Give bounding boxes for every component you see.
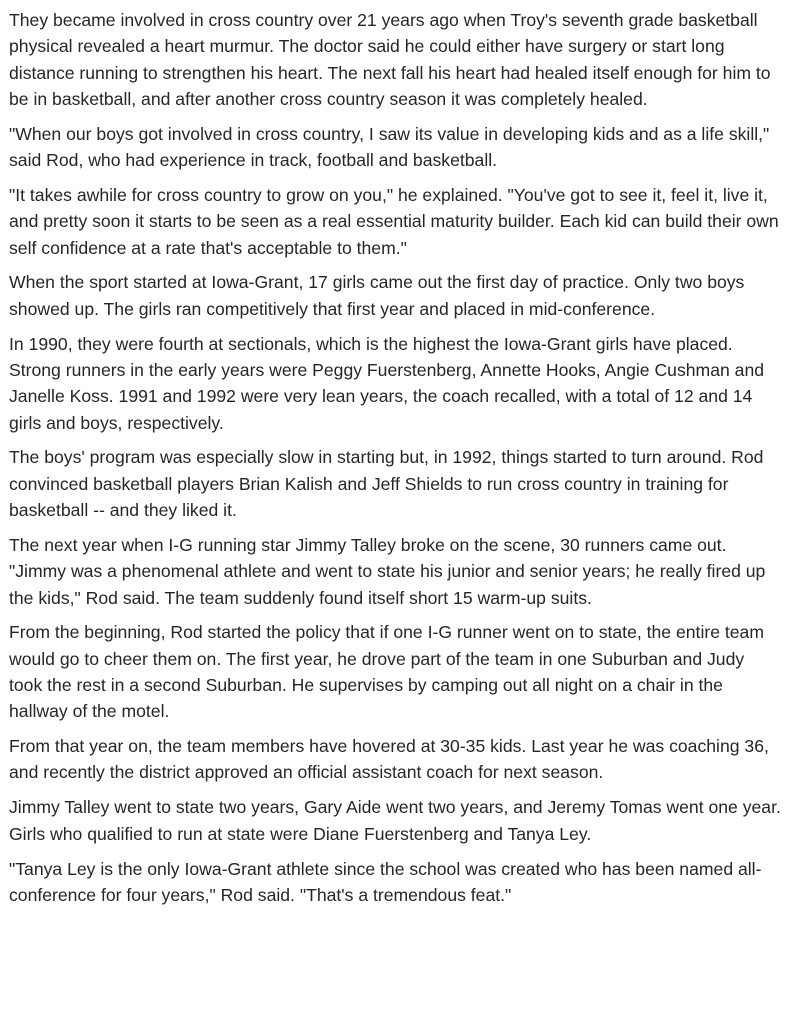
article-paragraph: When the sport started at Iowa-Grant, 17 girls came out the first day of practice. Only two boys showed up. The girls ran competitively that first year and placed in mid-conference. [9, 272, 745, 319]
article-paragraph: Jimmy Talley went to state two years, Gary Aide went two years, and Jeremy Tomas went one year. Girls who qualified to run at state were Diane Fuerstenberg and Tanya Ley. [9, 797, 781, 844]
article-paragraph: From the beginning, Rod started the policy that if one I-G runner went on to state, the entire team would go to cheer them on. The first year, he drove part of the team in one Suburban and Judy took the rest in a second Suburban. He supervises by camping out all night on a chair in the hallway of the motel. [9, 622, 764, 722]
article-paragraph: In 1990, they were fourth at sectionals, which is the highest the Iowa-Grant girls have placed. Strong runners in the early years were Peggy Fuerstenberg, Annette Hooks, Angie Cushman and Janelle Koss. 1991 and 1992 were very lean years, the coach recalled, with a total of 12 and 14 girls and boys, respectively. [9, 333, 765, 433]
article-paragraph: "Tanya Ley is the only Iowa-Grant athlete since the school was created who has been named all-conference for four years," Rod said. "That's a tremendous feat." [9, 858, 762, 905]
article-paragraph: "It takes awhile for cross country to grow on you," he explained. "You've got to see it, feel it, live it, and pretty soon it starts to be seen as a real essential maturity builder. Each kid can build their own self confidence at a rate that's acceptable to them." [9, 184, 779, 258]
article-paragraph: The boys' program was especially slow in starting but, in 1992, things started to turn around. Rod convinced basketball players Brian Kalish and Jeff Shields to run cross country in training for basketball -- and they liked it. [9, 447, 764, 521]
article-paragraph: "When our boys got involved in cross country, I saw its value in developing kids and as a life skill," said Rod, who had experience in track, football and basketball. [9, 123, 770, 171]
article-paragraph: From that year on, the team members have hovered at 30-35 kids. Last year he was coaching 36, and recently the district approved an official assistant coach for next season. [9, 736, 769, 783]
article-paragraph: They became involved in cross country over 21 years ago when Troy's seventh grade basketball physical revealed a heart murmur. The doctor said he could either have surgery or start long distance running to strengthen his heart. The next fall his heart had healed itself enough for him to be in basketball, and after another cross country season it was completely healed. [9, 10, 771, 109]
article-paragraph: The next year when I-G running star Jimmy Talley broke on the scene, 30 runners came out. "Jimmy was a phenomenal athlete and went to state his junior and senior years; he really fired up the kids," Rod said. The team suddenly found itself short 15 warm-up suits. [9, 534, 766, 608]
